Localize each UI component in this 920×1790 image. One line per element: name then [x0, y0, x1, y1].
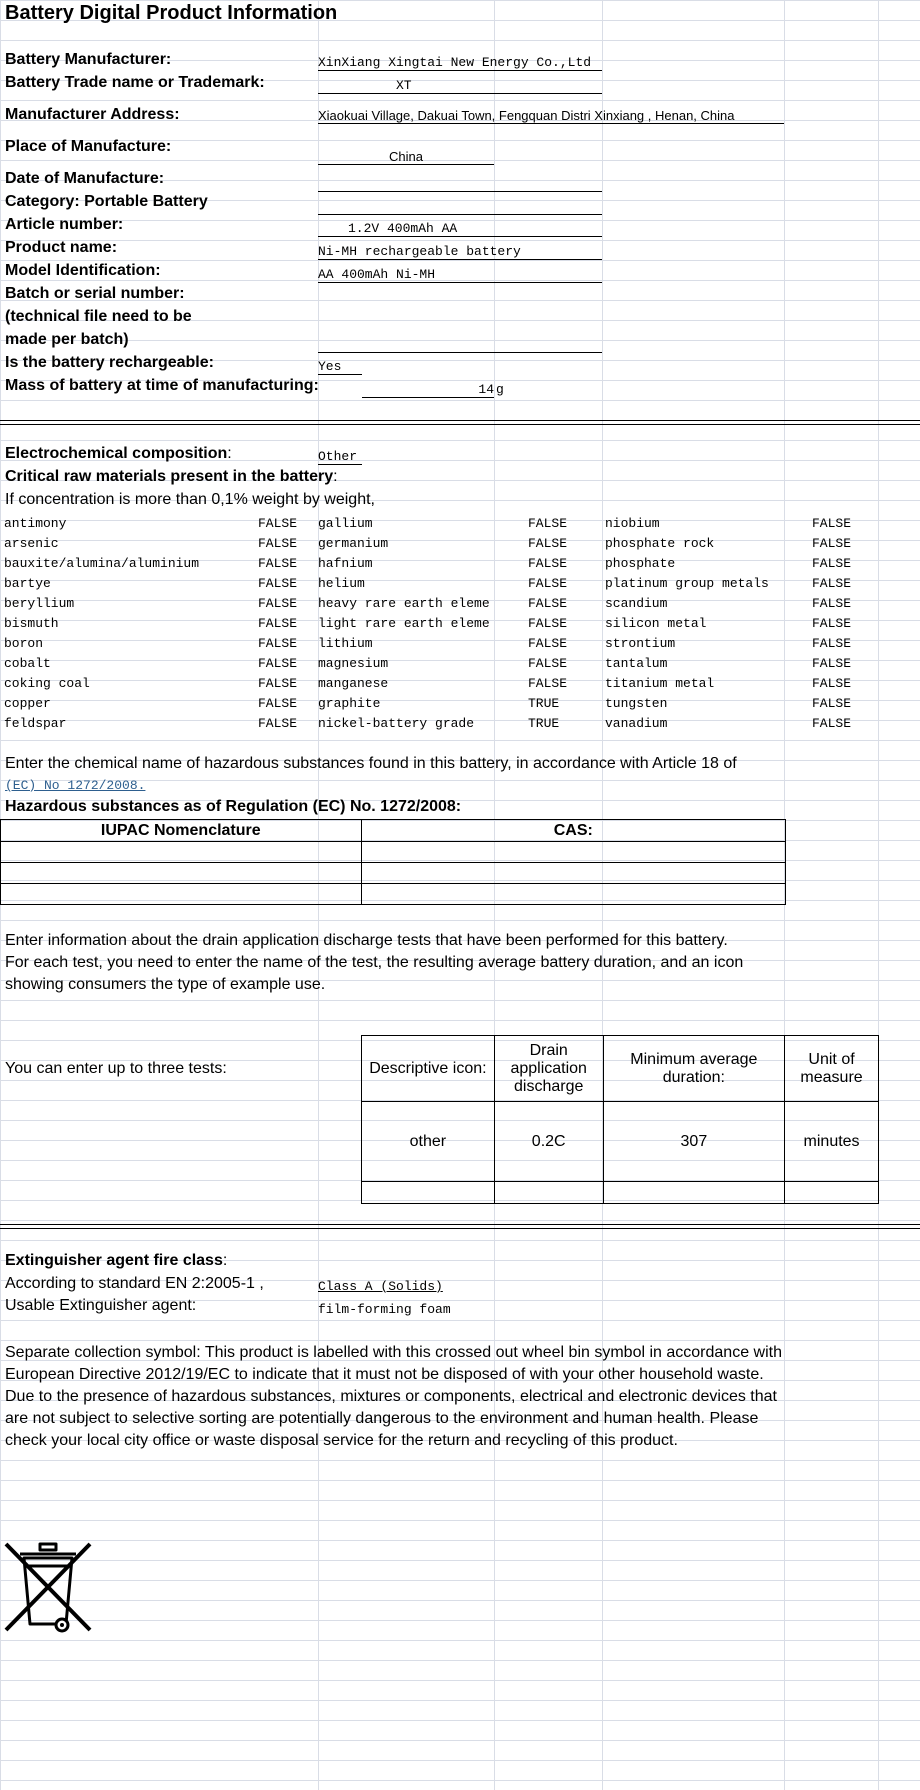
material-value[interactable]: FALSE: [258, 556, 298, 571]
collection-text: Separate collection symbol: This product is labelled with this crossed out wheel bin symbol in accordance with European Directive 2012/19/EC to indicate that it must not be disposed of with your other household waste. Due to the presence of hazardous substances, mixtures or components, electrical and electronic devices that are not subject to selective sorting are potentially dangerous to the environment and human health. Please check your local city office or waste disposal service for the return and recycling of this product.: [5, 1344, 782, 1449]
crm-label-row: [5, 468, 338, 486]
up-to-three-tests: You can enter up to three tests:: [5, 1060, 227, 1077]
material-value[interactable]: FALSE: [258, 716, 298, 731]
material-name: heavy rare earth eleme: [318, 596, 490, 611]
material-value[interactable]: FALSE: [528, 596, 568, 611]
model-label: Model Identification:: [5, 262, 161, 279]
material-name: manganese: [318, 676, 389, 691]
composition-colon: :: [227, 445, 232, 462]
batch-label-1: Batch or serial number:: [5, 285, 185, 302]
material-value[interactable]: FALSE: [258, 516, 298, 531]
drain-application-cell[interactable]: 0.2C: [494, 1102, 603, 1182]
material-name: nickel-battery grade: [318, 716, 475, 731]
material-name: germanium: [318, 536, 389, 551]
material-name: titanium metal: [605, 676, 715, 691]
material-value[interactable]: FALSE: [812, 696, 852, 711]
product-label: Product name:: [5, 239, 118, 256]
date-label: Date of Manufacture:: [5, 170, 165, 187]
product-value[interactable]: Ni-MH rechargeable battery: [318, 244, 602, 260]
material-name: strontium: [605, 636, 676, 651]
material-name: cobalt: [4, 656, 51, 671]
material-value[interactable]: FALSE: [812, 716, 852, 731]
material-name: magnesium: [318, 656, 389, 671]
material-value[interactable]: FALSE: [528, 676, 568, 691]
rechargeable-label: Is the battery rechargeable:: [5, 354, 214, 371]
material-name: phosphate rock: [605, 536, 715, 551]
composition-label: Electrochemical composition: [5, 445, 228, 462]
manufacturer-value[interactable]: XinXiang Xingtai New Energy Co.,Ltd: [318, 55, 602, 71]
iupac-header: IUPAC Nomenclature: [1, 820, 362, 842]
article-label: Article number:: [5, 216, 124, 233]
fire-label-row: [5, 1252, 227, 1270]
material-name: coking coal: [4, 676, 90, 691]
material-value[interactable]: FALSE: [258, 536, 298, 551]
composition-label-row: [5, 445, 232, 463]
material-value[interactable]: FALSE: [812, 536, 852, 551]
iupac-cell[interactable]: [1, 842, 362, 863]
fire-class-value[interactable]: Class A (Solids): [318, 1279, 443, 1294]
material-value[interactable]: FALSE: [528, 516, 568, 531]
material-name: silicon metal: [605, 616, 707, 631]
standard-label: According to standard EN 2:2005-1 ,: [5, 1275, 264, 1292]
batch-label-2: (technical file need to be: [5, 308, 192, 325]
crossed-out-wheelie-bin-icon: [2, 1540, 94, 1636]
descriptive-icon-cell[interactable]: [362, 1182, 495, 1204]
material-name: boron: [4, 636, 44, 651]
material-value[interactable]: FALSE: [812, 576, 852, 591]
batch-label-3: made per batch): [5, 331, 129, 348]
mass-unit: g: [496, 382, 504, 397]
material-value[interactable]: FALSE: [528, 556, 568, 571]
drain-application-cell[interactable]: [494, 1182, 603, 1204]
material-name: vanadium: [605, 716, 668, 731]
address-value[interactable]: Xiaokuai Village, Dakuai Town, Fengquan Distri Xinxiang , Henan, China: [318, 108, 784, 124]
material-value[interactable]: FALSE: [812, 596, 852, 611]
descriptive-icon-header: Descriptive icon:: [362, 1036, 495, 1102]
material-value[interactable]: FALSE: [812, 636, 852, 651]
hazard-table: [0, 819, 786, 905]
batch-field[interactable]: [318, 352, 602, 353]
fire-colon: :: [222, 1252, 228, 1269]
mass-value[interactable]: 14: [362, 382, 494, 398]
model-value[interactable]: AA 400mAh Ni-MH: [318, 267, 602, 283]
category-label: Category: Portable Battery: [5, 193, 208, 210]
min-duration-header: Minimum average duration:: [603, 1036, 784, 1102]
section-divider: [0, 420, 920, 425]
min-duration-cell[interactable]: [603, 1182, 784, 1204]
material-value[interactable]: FALSE: [528, 536, 568, 551]
cas-header: CAS:: [361, 820, 785, 842]
material-name: bismuth: [4, 616, 59, 631]
cas-cell[interactable]: [361, 842, 785, 863]
material-value[interactable]: FALSE: [258, 656, 298, 671]
material-value[interactable]: FALSE: [258, 576, 298, 591]
material-value[interactable]: FALSE: [528, 636, 568, 651]
material-name: antimony: [4, 516, 67, 531]
material-name: lithium: [318, 636, 373, 651]
agent-label: Usable Extinguisher agent:: [5, 1297, 197, 1314]
material-name: bartye: [4, 576, 51, 591]
place-label: Place of Manufacture:: [5, 138, 172, 155]
place-value[interactable]: China: [318, 149, 494, 165]
material-name: niobium: [605, 516, 660, 531]
hazard-intro: Enter the chemical name of hazardous substances found in this battery, in accordance with Article 18 of: [5, 755, 737, 772]
cas-cell[interactable]: [361, 863, 785, 884]
material-name: hafnium: [318, 556, 373, 571]
material-name: scandium: [605, 596, 668, 611]
crm-colon: :: [333, 468, 338, 485]
concentration-note: If concentration is more than 0,1% weight by weight,: [5, 491, 375, 508]
address-label: Manufacturer Address:: [5, 106, 180, 123]
drain-table: [361, 1035, 879, 1204]
material-name: arsenic: [4, 536, 59, 551]
material-value[interactable]: TRUE: [528, 716, 560, 731]
material-name: tungsten: [605, 696, 668, 711]
hazard-heading: Hazardous substances as of Regulation (EC) No. 1272/2008:: [5, 798, 462, 815]
unit-cell[interactable]: minutes: [785, 1102, 879, 1182]
material-value[interactable]: FALSE: [258, 596, 298, 611]
material-value[interactable]: FALSE: [258, 696, 298, 711]
material-name: tantalum: [605, 656, 668, 671]
material-name: graphite: [318, 696, 381, 711]
material-value[interactable]: FALSE: [812, 676, 852, 691]
unit-header: Unit of measure: [785, 1036, 879, 1102]
material-value[interactable]: FALSE: [528, 656, 568, 671]
material-value[interactable]: FALSE: [812, 656, 852, 671]
article-value[interactable]: 1.2V 400mAh AA: [318, 221, 602, 237]
material-name: platinum group metals: [605, 576, 769, 591]
trade-name-label: Battery Trade name or Trademark:: [5, 74, 265, 91]
material-name: bauxite/alumina/aluminium: [4, 556, 200, 571]
material-name: copper: [4, 696, 51, 711]
regulation-link[interactable]: (EC) No 1272/2008.: [5, 778, 146, 793]
crm-label: Critical raw materials present in the battery: [5, 468, 334, 485]
material-value[interactable]: FALSE: [258, 676, 298, 691]
material-name: phosphate: [605, 556, 676, 571]
material-value[interactable]: FALSE: [812, 616, 852, 631]
material-value[interactable]: FALSE: [812, 516, 852, 531]
manufacturer-label: Battery Manufacturer:: [5, 51, 172, 68]
material-value[interactable]: FALSE: [812, 556, 852, 571]
iupac-cell[interactable]: [1, 863, 362, 884]
material-name: gallium: [318, 516, 373, 531]
category-field[interactable]: [318, 214, 602, 215]
material-value[interactable]: FALSE: [258, 616, 298, 631]
material-name: light rare earth eleme: [318, 616, 490, 631]
material-value[interactable]: FALSE: [528, 616, 568, 631]
drain-application-header: Drain application discharge: [494, 1036, 603, 1102]
cas-cell[interactable]: [361, 884, 785, 905]
drain-intro-1: Enter information about the drain application discharge tests that have been performed for this battery.: [5, 932, 728, 949]
material-name: beryllium: [4, 596, 75, 611]
date-field[interactable]: [318, 191, 602, 192]
drain-intro-2: For each test, you need to enter the name of the test, the resulting average battery duration, and an icon: [5, 954, 744, 971]
rechargeable-value[interactable]: Yes: [318, 359, 362, 375]
descriptive-icon-cell[interactable]: other: [362, 1102, 495, 1182]
drain-intro-3: showing consumers the type of example use.: [5, 976, 326, 993]
section-divider: [0, 1224, 920, 1229]
material-name: helium: [318, 576, 365, 591]
material-name: feldspar: [4, 716, 67, 731]
material-value[interactable]: FALSE: [528, 576, 568, 591]
fire-label: Extinguisher agent fire class: [5, 1252, 223, 1269]
mass-label: Mass of battery at time of manufacturing:: [5, 377, 319, 394]
unit-cell[interactable]: [785, 1182, 879, 1204]
material-value[interactable]: FALSE: [258, 636, 298, 651]
composition-value[interactable]: Other: [318, 449, 362, 465]
page-title: Battery Digital Product Information: [5, 2, 338, 24]
agent-value[interactable]: film-forming foam: [318, 1302, 451, 1317]
iupac-cell[interactable]: [1, 884, 362, 905]
material-value[interactable]: TRUE: [528, 696, 560, 711]
min-duration-cell[interactable]: 307: [603, 1102, 784, 1182]
trade-name-value[interactable]: XT: [318, 78, 602, 94]
